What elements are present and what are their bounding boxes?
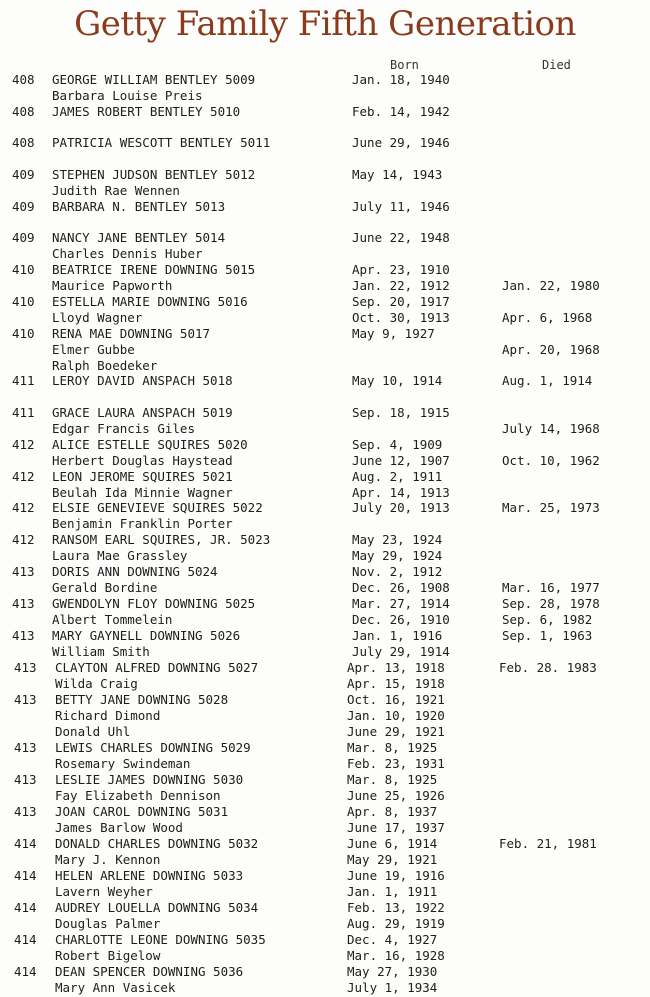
spouse-name: Mary J. Kennon: [55, 852, 161, 867]
generation-number: 410: [12, 326, 35, 341]
person-name: LEWIS CHARLES DOWNING 5029: [55, 740, 251, 755]
generation-number: 413: [14, 660, 37, 675]
spouse-row: [0, 421, 650, 437]
spouse-row: [0, 644, 650, 660]
generation-number: 413: [14, 804, 37, 819]
spouse-name: James Barlow Wood: [55, 820, 183, 835]
person-row: [0, 900, 650, 916]
person-name: BEATRICE IRENE DOWNING 5015: [52, 262, 256, 277]
born-date: June 12, 1907: [352, 453, 450, 468]
born-date: Apr. 14, 1913: [352, 485, 450, 500]
spouse-row: [0, 948, 650, 964]
person-row: [0, 469, 650, 485]
born-date: Dec. 4, 1927: [347, 932, 438, 947]
born-date: July 29, 1914: [352, 644, 450, 659]
generation-number: 409: [12, 199, 35, 214]
died-date: Mar. 16, 1977: [502, 580, 600, 595]
spouse-name: Mary Ann Vasicek: [55, 980, 176, 995]
generation-number: 411: [12, 405, 35, 420]
person-name: BETTY JANE DOWNING 5028: [55, 692, 229, 707]
generation-number: 414: [14, 964, 37, 979]
died-date: Sep. 6, 1982: [502, 612, 593, 627]
born-date: May 14, 1943: [352, 167, 443, 182]
person-row: [0, 437, 650, 453]
spouse-row: [0, 485, 650, 501]
born-date: May 29, 1921: [347, 852, 438, 867]
person-row: [0, 772, 650, 788]
born-date: Aug. 29, 1919: [347, 916, 445, 931]
person-row: [0, 199, 650, 215]
spouse-row: [0, 788, 650, 804]
generation-number: 413: [14, 740, 37, 755]
person-row: [0, 405, 650, 421]
spouse-name: Benjamin Franklin Porter: [52, 516, 233, 531]
person-row: [0, 532, 650, 548]
person-name: GEORGE WILLIAM BENTLEY 5009: [52, 72, 256, 87]
generation-number: 409: [12, 167, 35, 182]
spouse-name: Fay Elizabeth Dennison: [55, 788, 221, 803]
person-name: BARBARA N. BENTLEY 5013: [52, 199, 226, 214]
generation-number: 409: [12, 230, 35, 245]
born-date: June 22, 1948: [352, 230, 450, 245]
person-row: [0, 262, 650, 278]
died-date: Sep. 28, 1978: [502, 596, 600, 611]
generation-number: 408: [12, 104, 35, 119]
born-date: Jan. 1, 1916: [352, 628, 443, 643]
generation-number: 413: [12, 596, 35, 611]
generation-number: 412: [12, 500, 35, 515]
born-date: June 29, 1921: [347, 724, 445, 739]
person-row: [0, 294, 650, 310]
born-date: Feb. 13, 1922: [347, 900, 445, 915]
died-date: July 14, 1968: [502, 421, 600, 436]
died-date: Aug. 1, 1914: [502, 373, 593, 388]
born-date: Sep. 18, 1915: [352, 405, 450, 420]
spouse-row: [0, 183, 650, 199]
generation-number: 413: [14, 692, 37, 707]
person-row: [0, 167, 650, 183]
generation-number: 411: [12, 373, 35, 388]
generation-number: 412: [12, 469, 35, 484]
spouse-name: Edgar Francis Giles: [52, 421, 195, 436]
born-date: June 17, 1937: [347, 820, 445, 835]
spouse-row: [0, 516, 650, 532]
spouse-row: [0, 580, 650, 596]
spouse-row: [0, 676, 650, 692]
generation-number: 413: [12, 564, 35, 579]
person-name: ALICE ESTELLE SQUIRES 5020: [52, 437, 248, 452]
died-date: Sep. 1, 1963: [502, 628, 593, 643]
spouse-row: [0, 980, 650, 996]
spouse-name: Wilda Craig: [55, 676, 138, 691]
generation-number: 414: [14, 868, 37, 883]
generation-number: 408: [12, 135, 35, 150]
born-date: Apr. 8, 1937: [347, 804, 438, 819]
died-date: Mar. 25, 1973: [502, 500, 600, 515]
born-date: Sep. 20, 1917: [352, 294, 450, 309]
generation-number: 413: [14, 772, 37, 787]
person-name: ELSIE GENEVIEVE SQUIRES 5022: [52, 500, 263, 515]
born-date: Apr. 23, 1910: [352, 262, 450, 277]
born-date: May 9, 1927: [352, 326, 435, 341]
born-date: Sep. 4, 1909: [352, 437, 443, 452]
generation-number: 414: [14, 836, 37, 851]
born-date: July 1, 1934: [347, 980, 438, 995]
generation-number: 410: [12, 294, 35, 309]
person-row: [0, 596, 650, 612]
born-date: Apr. 15, 1918: [347, 676, 445, 691]
person-name: HELEN ARLENE DOWNING 5033: [55, 868, 244, 883]
spouse-name: Barbara Louise Preis: [52, 88, 203, 103]
spouse-name: Rosemary Swindeman: [55, 756, 191, 771]
died-date: Oct. 10, 1962: [502, 453, 600, 468]
person-name: RANSOM EARL SQUIRES, JR. 5023: [52, 532, 271, 547]
spouse-name: Laura Mae Grassley: [52, 548, 188, 563]
spouse-name: Ralph Boedeker: [52, 358, 158, 373]
page-title: Getty Family Fifth Generation: [74, 4, 576, 44]
spouse-name: Elmer Gubbe: [52, 342, 135, 357]
born-date: June 6, 1914: [347, 836, 438, 851]
person-row: [0, 804, 650, 820]
spouse-row: [0, 708, 650, 724]
spouse-row: [0, 88, 650, 104]
born-date: Jan. 10, 1920: [347, 708, 445, 723]
person-name: LESLIE JAMES DOWNING 5030: [55, 772, 244, 787]
person-name: LEROY DAVID ANSPACH 5018: [52, 373, 233, 388]
person-name: PATRICIA WESCOTT BENTLEY 5011: [52, 135, 271, 150]
spouse-name: Herbert Douglas Haystead: [52, 453, 233, 468]
person-name: CLAYTON ALFRED DOWNING 5027: [55, 660, 259, 675]
person-name: DEAN SPENCER DOWNING 5036: [55, 964, 244, 979]
spouse-row: [0, 916, 650, 932]
born-date: Dec. 26, 1908: [352, 580, 450, 595]
born-date: Mar. 8, 1925: [347, 740, 438, 755]
generation-number: 414: [14, 900, 37, 915]
died-date: Apr. 20, 1968: [502, 342, 600, 357]
generation-number: 410: [12, 262, 35, 277]
spouse-row: [0, 612, 650, 628]
born-date: July 20, 1913: [352, 500, 450, 515]
born-date: June 29, 1946: [352, 135, 450, 150]
person-row: [0, 740, 650, 756]
person-row: [0, 628, 650, 644]
generation-number: 412: [12, 532, 35, 547]
person-name: JAMES ROBERT BENTLEY 5010: [52, 104, 241, 119]
person-name: MARY GAYNELL DOWNING 5026: [52, 628, 241, 643]
person-name: CHARLOTTE LEONE DOWNING 5035: [55, 932, 266, 947]
person-name: GRACE LAURA ANSPACH 5019: [52, 405, 233, 420]
born-date: Mar. 27, 1914: [352, 596, 450, 611]
spouse-row: [0, 342, 650, 358]
person-row: [0, 326, 650, 342]
born-date: May 29, 1924: [352, 548, 443, 563]
born-date: Jan. 22, 1912: [352, 278, 450, 293]
person-name: STEPHEN JUDSON BENTLEY 5012: [52, 167, 256, 182]
spouse-name: Beulah Ida Minnie Wagner: [52, 485, 233, 500]
spouse-row: [0, 756, 650, 772]
born-date: May 10, 1914: [352, 373, 443, 388]
spouse-name: William Smith: [52, 644, 150, 659]
born-date: Jan. 18, 1940: [352, 72, 450, 87]
spouse-row: [0, 453, 650, 469]
born-date: Feb. 23, 1931: [347, 756, 445, 771]
died-date: Jan. 22, 1980: [502, 278, 600, 293]
spouse-name: Judith Rae Wennen: [52, 183, 180, 198]
born-date: May 23, 1924: [352, 532, 443, 547]
spouse-name: Charles Dennis Huber: [52, 246, 203, 261]
spouse-row: [0, 548, 650, 564]
born-date: June 19, 1916: [347, 868, 445, 883]
person-name: NANCY JANE BENTLEY 5014: [52, 230, 226, 245]
person-row: [0, 692, 650, 708]
person-name: GWENDOLYN FLOY DOWNING 5025: [52, 596, 256, 611]
born-date: Nov. 2, 1912: [352, 564, 443, 579]
spouse-name: Lavern Weyher: [55, 884, 153, 899]
person-row: [0, 564, 650, 580]
spouse-row: [0, 246, 650, 262]
born-column-header: Born: [390, 58, 419, 72]
person-row: [0, 868, 650, 884]
died-date: Feb. 21, 1981: [499, 836, 597, 851]
generation-number: 414: [14, 932, 37, 947]
spouse-name: Donald Uhl: [55, 724, 131, 739]
person-row: [0, 932, 650, 948]
person-row: [0, 373, 650, 389]
person-name: LEON JEROME SQUIRES 5021: [52, 469, 233, 484]
spouse-row: [0, 358, 650, 374]
born-date: Apr. 13, 1918: [347, 660, 445, 675]
spouse-name: Richard Dimond: [55, 708, 161, 723]
born-date: Oct. 30, 1913: [352, 310, 450, 325]
person-name: AUDREY LOUELLA DOWNING 5034: [55, 900, 259, 915]
died-date: Apr. 6, 1968: [502, 310, 593, 325]
person-row: [0, 230, 650, 246]
born-date: Mar. 16, 1928: [347, 948, 445, 963]
spouse-name: Albert Tommelein: [52, 612, 173, 627]
spouse-row: [0, 852, 650, 868]
spouse-name: Douglas Palmer: [55, 916, 161, 931]
born-date: June 25, 1926: [347, 788, 445, 803]
person-row: [0, 104, 650, 120]
spouse-row: [0, 724, 650, 740]
born-date: Aug. 2, 1911: [352, 469, 443, 484]
born-date: July 11, 1946: [352, 199, 450, 214]
died-date: Feb. 28. 1983: [499, 660, 597, 675]
person-row: [0, 964, 650, 980]
born-date: Feb. 14, 1942: [352, 104, 450, 119]
spouse-name: Lloyd Wagner: [52, 310, 143, 325]
born-date: Jan. 1, 1911: [347, 884, 438, 899]
spouse-row: [0, 310, 650, 326]
born-date: Dec. 26, 1910: [352, 612, 450, 627]
spouse-row: [0, 884, 650, 900]
died-column-header: Died: [542, 58, 571, 72]
person-row: [0, 72, 650, 88]
person-name: DONALD CHARLES DOWNING 5032: [55, 836, 259, 851]
person-name: JOAN CAROL DOWNING 5031: [55, 804, 229, 819]
generation-number: 412: [12, 437, 35, 452]
generation-number: 408: [12, 72, 35, 87]
born-date: Mar. 8, 1925: [347, 772, 438, 787]
spouse-row: [0, 278, 650, 294]
person-row: [0, 135, 650, 151]
person-row: [0, 500, 650, 516]
generation-number: 413: [12, 628, 35, 643]
spouse-name: Maurice Papworth: [52, 278, 173, 293]
spouse-name: Robert Bigelow: [55, 948, 161, 963]
born-date: May 27, 1930: [347, 964, 438, 979]
person-name: RENA MAE DOWNING 5017: [52, 326, 211, 341]
spouse-name: Gerald Bordine: [52, 580, 158, 595]
born-date: Oct. 16, 1921: [347, 692, 445, 707]
person-name: ESTELLA MARIE DOWNING 5016: [52, 294, 248, 309]
person-row: [0, 660, 650, 676]
person-row: [0, 836, 650, 852]
person-name: DORIS ANN DOWNING 5024: [52, 564, 218, 579]
spouse-row: [0, 820, 650, 836]
